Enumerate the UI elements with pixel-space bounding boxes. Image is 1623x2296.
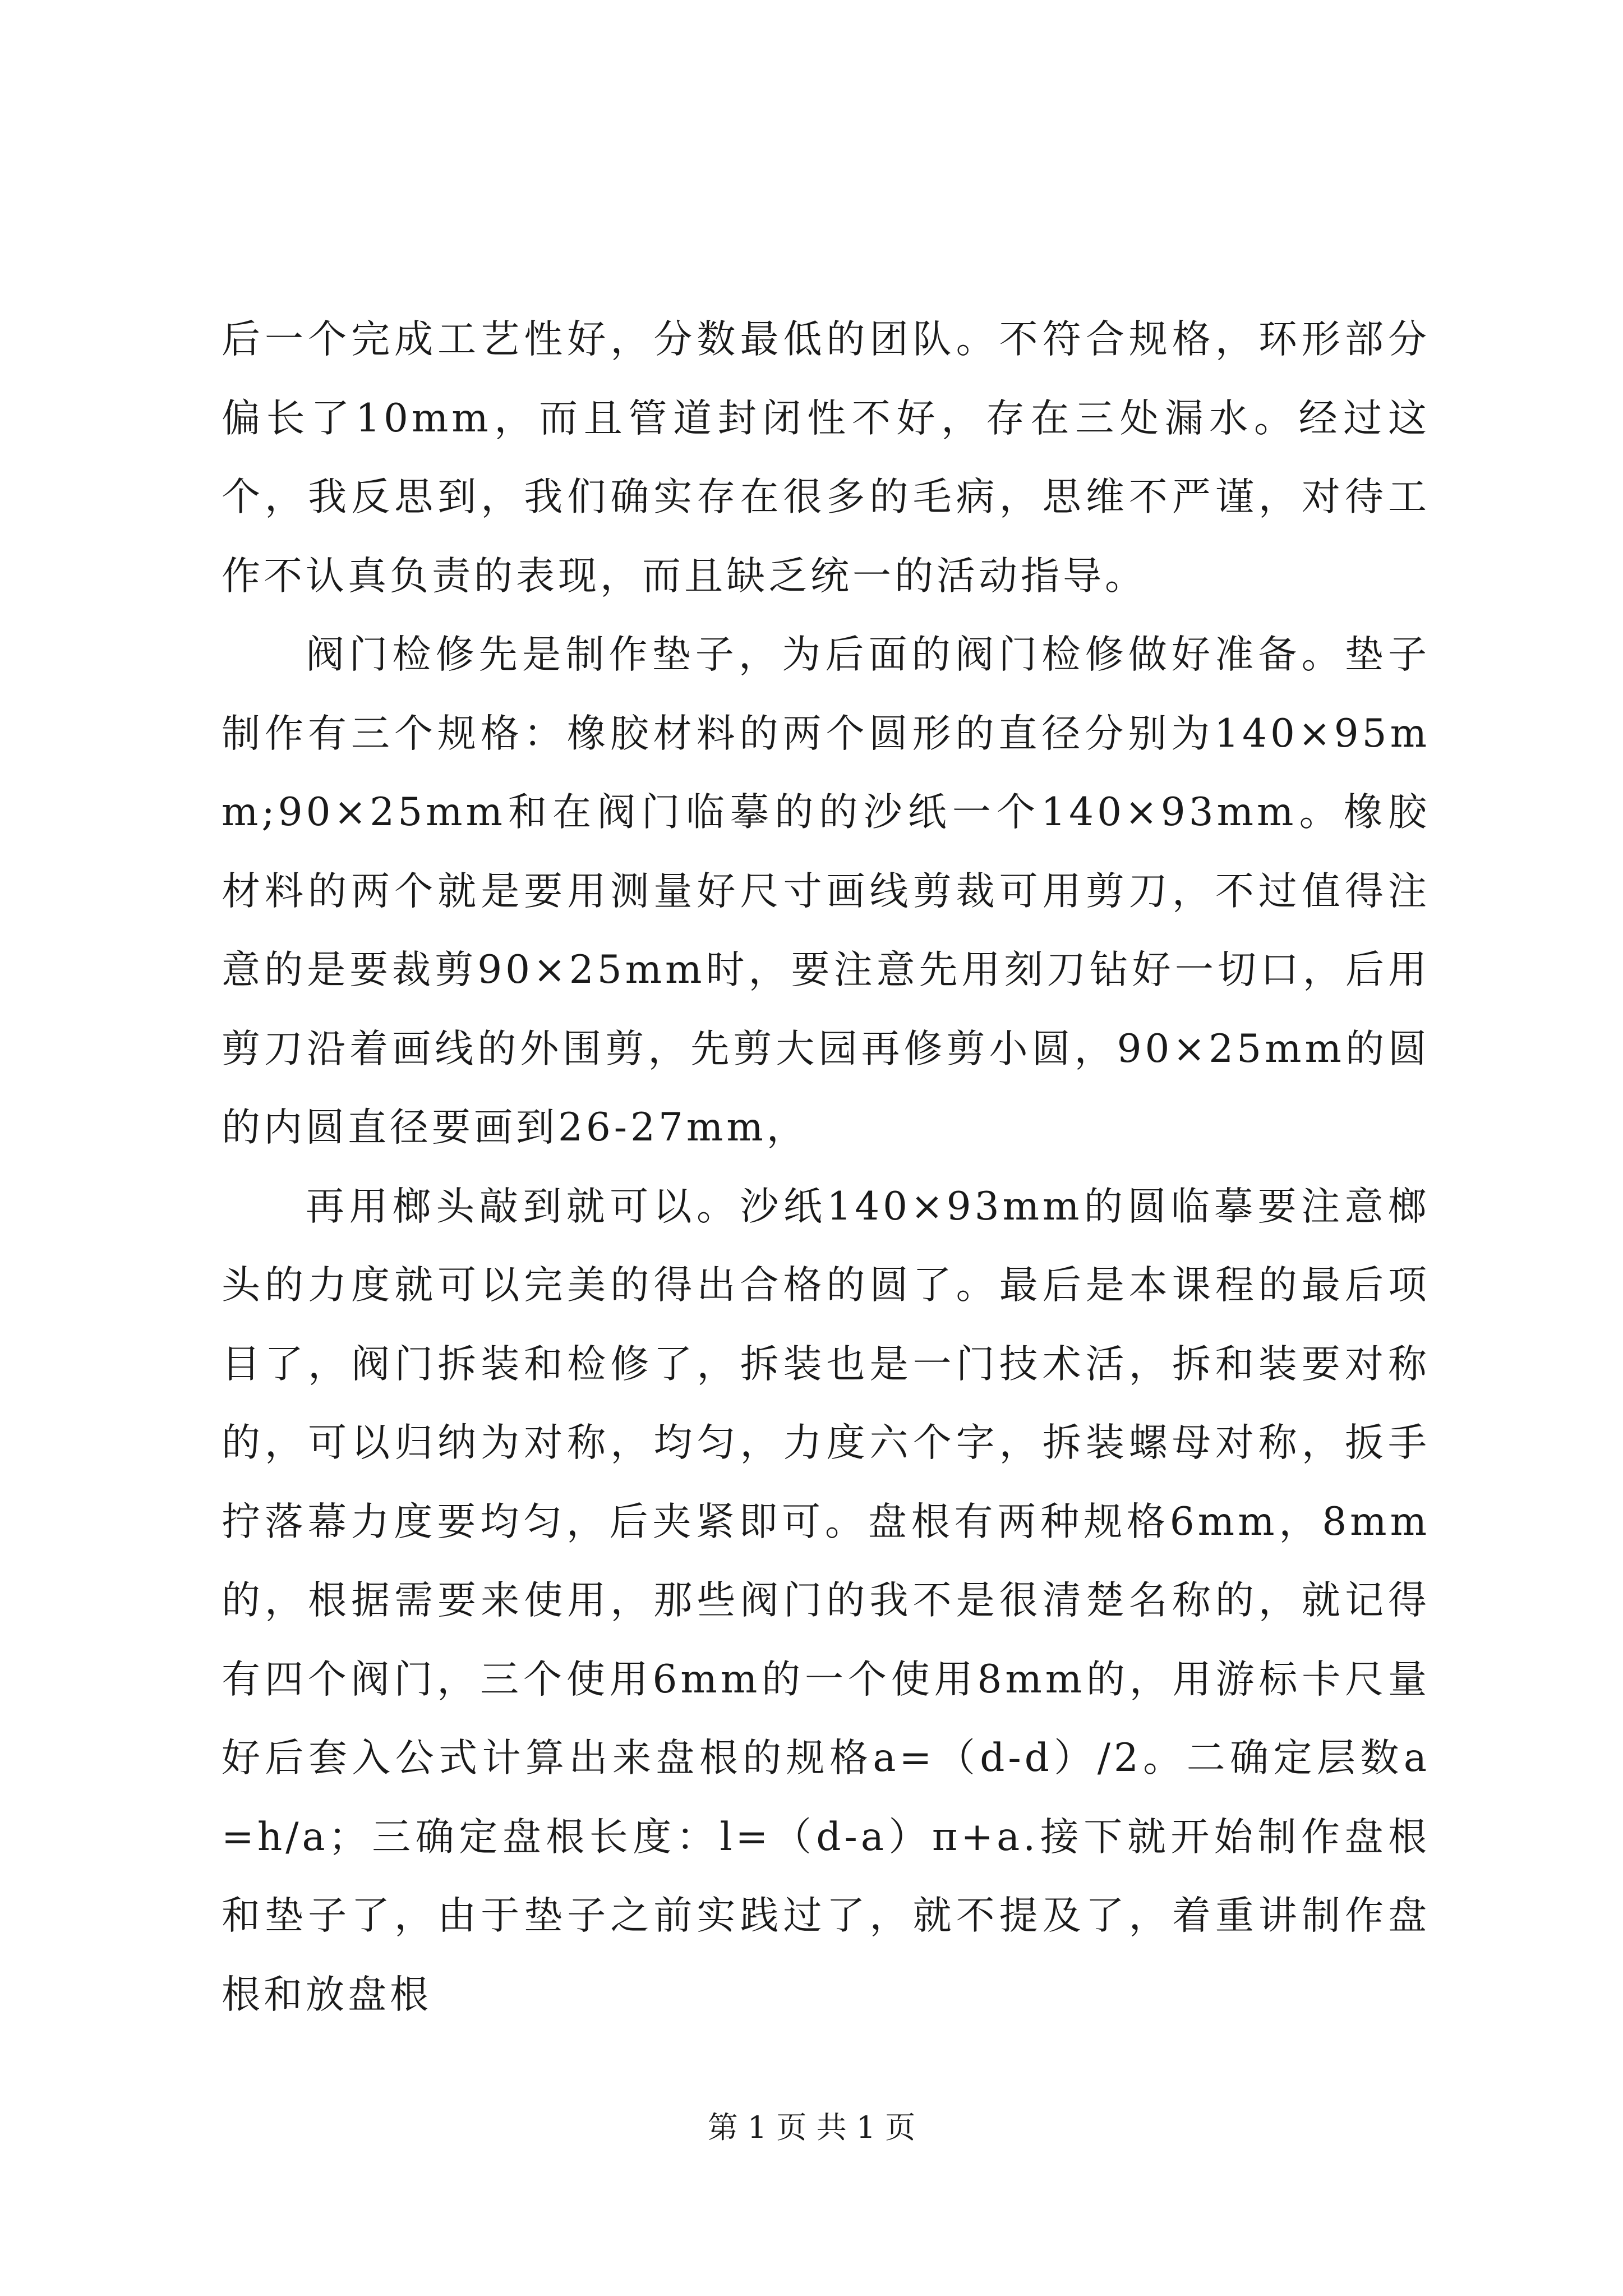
document-body bbox=[222, 300, 1430, 2034]
paragraph-3: 再用榔头敲到就可以。沙纸140×93mm的圆临摹要注意榔头的力度就可以完美的得出合格的圆了。最后是本课程的最后项目了，阀门拆装和检修了，拆装也是一门技术活，拆和装要对称的，可以归纳为对称，均匀，力度六个字，拆装螺母对称，扳手拧落幕力度要均匀，后夹紧即可。盘根有两种规格6mm，8mm的，根据需要来使用，那些阀门的我不是很清楚名称的，就记得有四个阀门，三个使用6mm的一个使用8mm的，用游标卡尺量好后套入公式计算出来盘根的规格a=（d-d）/2。二确定层数a=h/a；三确定盘根长度：l=（d-a）π+a.接下就开始制作盘根和垫子了，由于垫子之前实践过了，就不提及了，着重讲制作盘根和放盘根 bbox=[222, 1184, 1430, 2017]
paragraph-2: 阀门检修先是制作垫子，为后面的阀门检修做好准备。垫子制作有三个规格：橡胶材料的两个圆形的直径分别为140×95mm;90×25mm和在阀门临摹的的沙纸一个140×93mm。橡胶材料的两个就是要用测量好尺寸画线剪裁可用剪刀，不过值得注意的是要裁剪90×25mm时，要注意先用刻刀钻好一切口，后用剪刀沿着画线的外围剪，先剪大园再修剪小圆，90×25mm的圆的内圆直径要画到26-27mm， bbox=[222, 632, 1430, 1150]
page-footer: 第 1 页 共 1 页 bbox=[707, 2110, 916, 2145]
paragraph-1: 后一个完成工艺性好，分数最低的团队。不符合规格，环形部分偏长了10mm，而且管道封闭性不好，存在三处漏水。经过这个，我反思到，我们确实存在很多的毛病，思维不严谨，对待工作不认真负责的表现，而且缺乏统一的活动指导。 bbox=[222, 317, 1430, 599]
